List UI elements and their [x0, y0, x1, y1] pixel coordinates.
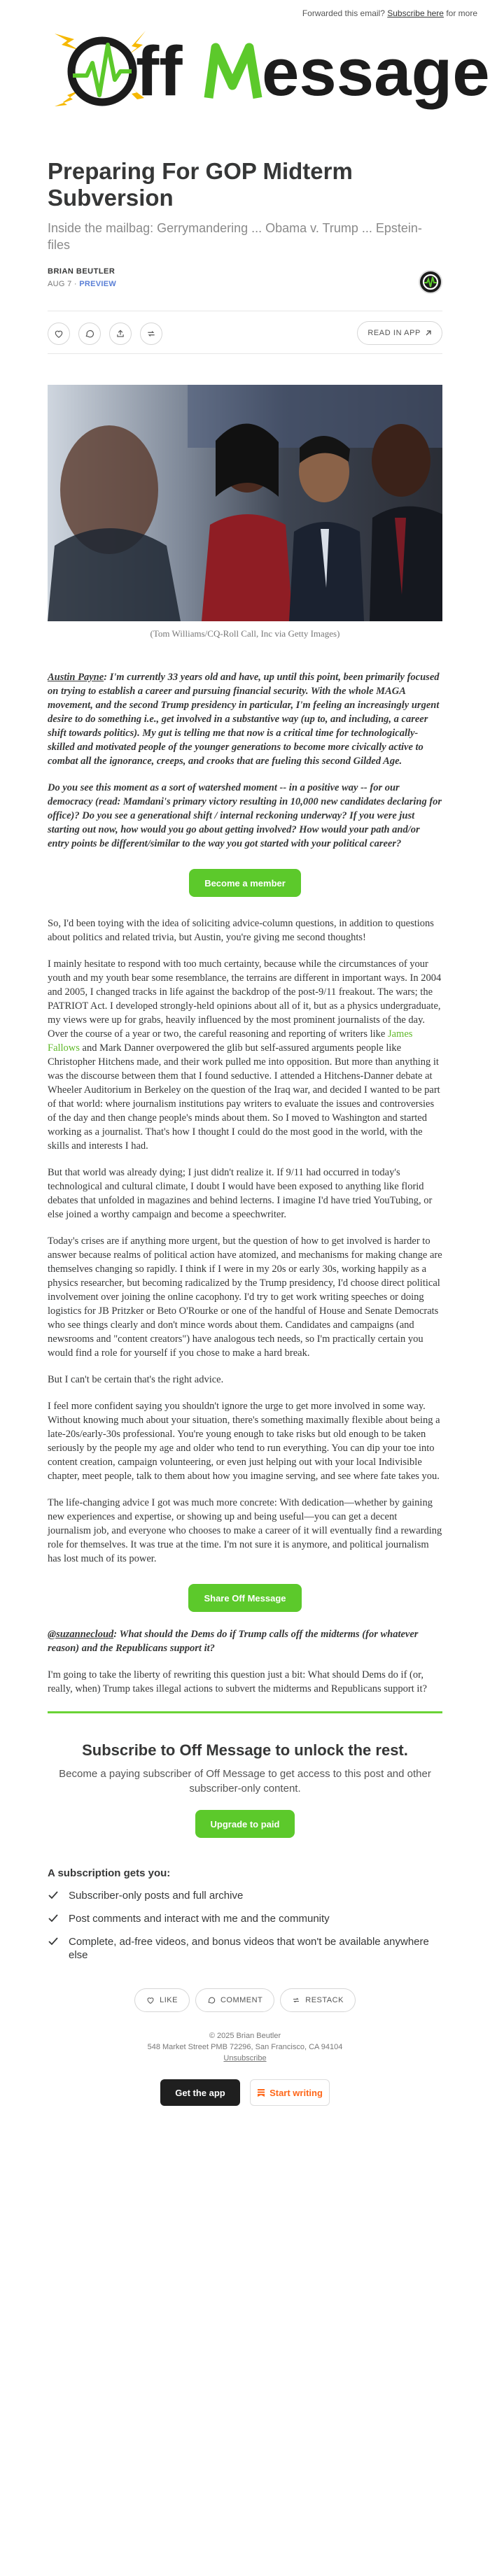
read-in-app-label: READ IN APP [368, 329, 421, 337]
share-off-message-button[interactable]: Share Off Message [188, 1584, 301, 1612]
arrow-up-right-icon [425, 330, 432, 337]
benefit-text: Complete, ad-free videos, and bonus videos that won't be available anywhere else [69, 1936, 429, 1961]
footer-restack-button[interactable] [280, 1988, 356, 2012]
post-subtitle: Inside the mailbag: Gerrymandering ... Obama v. Trump ... Epstein-files [48, 221, 422, 252]
footer-actions [0, 1988, 490, 2012]
share-button[interactable] [109, 323, 132, 345]
post-date: AUG 7 · PREVIEW [48, 280, 117, 288]
benefit-text: Subscriber-only posts and full archive [69, 1890, 244, 1902]
restack-icon [292, 1996, 300, 2004]
read-in-app-button[interactable] [357, 321, 442, 345]
bolt-icon [55, 34, 80, 50]
congress-members-photo [48, 385, 442, 621]
question-2-asker[interactable]: @suzannecloud [48, 1629, 114, 1640]
paragraph-2 [48, 957, 442, 1153]
paywall-title: Subscribe to Off Message to unlock the rest. [82, 1741, 408, 1759]
address-text: 548 Market Street PMB 72296, San Francisco, CA 94104 [147, 2043, 343, 2051]
svg-text:ff: ff [136, 32, 183, 111]
checkmark-icon [48, 1913, 59, 1924]
footer-comment-button[interactable] [195, 1988, 274, 2012]
heart-icon [146, 1996, 155, 2004]
unsubscribe-link[interactable]: Unsubscribe [223, 2054, 267, 2062]
benefit-item [48, 1935, 442, 1962]
get-the-app-button[interactable]: Get the app [160, 2079, 240, 2106]
photo-caption: (Tom Williams/CQ-Roll Call, Inc via Getty Images) [150, 628, 340, 639]
post-header [0, 158, 490, 354]
restack-button[interactable] [140, 323, 162, 345]
question-1-continued: Do you see this moment as a sort of watershed moment -- in a positive way -- for our democracy (read: Mamdani's primary victory resulting in 10,000 new candidates declaring for office)? Do you see a generational shift / internal reckoning underway? If you were just starting out now, how would you go about getting involved? How would your path and/or entry points be different/similar to the way you got started with your political career? [48, 782, 442, 849]
paragraph-8: I'm going to take the liberty of rewriting this question just a bit: What should Dems do if (or, really, when) Trump takes illegal actions to subvert the midterms and Republicans support it? [48, 1669, 427, 1694]
question-1-text: : I'm currently 33 years old and have, up until this point, been primarily focused on trying to establish a career and pursuing financial security. With the whole MAGA movement, and the second Trump presidency in particular, I'm feeling an increasingly urgent desire to do something i.e., get involved in a substantive way (up to, and including, a career shift towards politics). My gut is telling me that now is a critical time for technologically-skilled and motivated people of the younger generations to become more civically active to combat all the ignorance, creeps, and crooks that are fueling this second Gilded Age. [48, 672, 440, 767]
restack-label: RESTACK [305, 1996, 344, 2004]
paragraph-6: I feel more confident saying you shouldn't ignore the urge to get more involved in some way. Without knowing much about your situation, there's something maximally flexible about being a late-20s/early-30s professional. You're young enough to take risks but old enough to be taken seriously by the people my age and older who tend to run everything. You can dip your toe into content creation, campaign volunteering, or even just helping out with your local Indivisible chapter, meet people, talk to them about how you imagine serving, and see where fate takes you. [48, 1401, 440, 1482]
james-fallows-link[interactable]: James Fallows [48, 1028, 413, 1054]
like-button[interactable] [48, 323, 70, 345]
forwarded-suffix: for more [446, 8, 477, 18]
substack-icon [257, 2088, 265, 2097]
svg-text:essage: essage [262, 35, 490, 110]
share-icon [115, 329, 125, 339]
comment-icon [85, 329, 94, 339]
avatar-logo-icon [420, 271, 441, 292]
footer-like-button[interactable] [134, 1988, 190, 2012]
question-1 [48, 670, 442, 768]
date-text: AUG 7 [48, 280, 72, 288]
checkmark-icon [48, 1936, 59, 1947]
question-1-asker[interactable]: Austin Payne [48, 672, 104, 683]
byline [48, 267, 442, 295]
logo-graphic [49, 25, 490, 130]
footer-buttons [0, 2079, 490, 2106]
action-bar [48, 311, 442, 354]
off-message-logo[interactable] [49, 25, 490, 130]
comment-icon [207, 1996, 216, 2004]
subscribe-here-link[interactable]: Subscribe here [387, 8, 444, 18]
start-writing-button[interactable] [250, 2079, 330, 2106]
like-label: LIKE [160, 1996, 178, 2004]
question-2-text: : What should the Dems do if Trump calls off the midterms (for whatever reason) and the Republicans support it? [48, 1629, 419, 1654]
benefit-item [48, 1912, 442, 1925]
post-body [0, 670, 490, 1696]
benefits-title: A subscription gets you: [48, 1867, 171, 1879]
checkmark-icon [48, 1890, 59, 1901]
start-writing-label: Start writing [270, 2087, 323, 2098]
paragraph-5: But I can't be certain that's the right advice. [48, 1374, 224, 1385]
heart-icon [54, 329, 64, 339]
benefit-text: Post comments and interact with me and the community [69, 1913, 330, 1925]
benefit-item [48, 1889, 442, 1902]
copyright-text: © 2025 Brian Beutler [209, 2032, 281, 2040]
comment-label: COMMENT [220, 1996, 263, 2004]
avatar[interactable] [419, 270, 442, 294]
paywall [0, 1741, 490, 1838]
paragraph-2-b: and Mark Danner overpowered the glib but self-assured arguments people like Christopher Hitchens made, and their work pulled me into opposition. But more than anything it was the discourse between them that I found seductive. I attended a Hitchens-Danner debate at Wheeler Auditorium in Berkeley on the question of the Iraq war, and decided I wanted to be part of that world: where journalism institutions pay writers to evaluate the issues and controversies of the day and then change people's minds about them. So I moved to Washington and started working as a journalist. That's how I thought I could do the most good in the world, with the skills and interests I had. [48, 1042, 440, 1152]
forwarded-prefix: Forwarded this email? [302, 8, 385, 18]
preview-label: PREVIEW [79, 280, 117, 288]
paragraph-2-a: I mainly hesitate to respond with too much certainty, because while the circumstances of your youth and my youth bear some resemblance, the terrains are different in important ways. In 2004 and 2005, I changed tracks in life against the backdrop of the post-9/11 freakout. The wars; the PATRIOT Act. I developed strongly-held opinions about all of it, but as a physics undergraduate, my views were up for grabs, heavily influenced by the most prominent journalists of the day. Over the course of a year or two, the careful reasoning and reporting of writers like [48, 958, 442, 1040]
question-2 [48, 1627, 442, 1655]
paywall-divider [48, 1711, 442, 1713]
upgrade-to-paid-button[interactable]: Upgrade to paid [195, 1810, 295, 1838]
benefits-list [0, 1867, 490, 1962]
author-name[interactable]: BRIAN BEUTLER [48, 267, 115, 276]
post-title[interactable]: Preparing For GOP Midterm Subversion [48, 158, 353, 211]
paragraph-4: Today's crises are if anything more urgent, but the question of how to get involved is harder to answer because realms of political action have atomized, and mechanisms for making change are themselves changing so rapidly. I think if I were in my 20s or early 30s, working happily as a physics researcher, but becoming radicalized by the Trump presidency, I'd choose direct political involvement over joining the online cacophony. I'd try to get work writing speeches or doing logistics for JB Pritzker or Beto O'Rourke or one of the handful of House and Senate Democrats who see things clearly and don't mince words about them. Candidates and campaigns (and newsrooms and "content creators") have analogous tech needs, so I'm practically certain you would find a role for yourself if you chose to make a hard break. [48, 1236, 442, 1359]
restack-icon [146, 329, 156, 339]
footer-copyright [0, 2030, 490, 2064]
forwarded-bar [0, 0, 490, 21]
paragraph-1: So, I'd been toying with the idea of soliciting advice-column questions, in addition to questions about politics and related trivia, but Austin, you're giving me second thoughts! [48, 918, 434, 943]
paragraph-3: But that world was already dying; I just didn't realize it. If 9/11 had occurred in today's technological and cultural climate, I doubt I would have been exposed to anything like florid debates that unfolded in magazines and behind lecterns. I imagine I'd have tried YouTubing, or else joined a worthy campaign and become a speechwriter. [48, 1167, 433, 1220]
paragraph-7: The life-changing advice I got was much more concrete: With dedication—whether by gaining new experiences and expertise, or showing up and being useful—you can get a decent journalism job, and everyone who chooses to make a career of it will eventually find a rewarding role for themselves. It was true at the time. I'm not sure it is anymore, and political journalism has lost much of its power. [48, 1497, 442, 1564]
comment-button[interactable] [78, 323, 101, 345]
become-member-button[interactable]: Become a member [189, 869, 301, 897]
hero-photo[interactable] [48, 385, 442, 621]
paywall-text: Become a paying subscriber of Off Message to get access to this post and other subscriber-only content. [59, 1768, 431, 1795]
